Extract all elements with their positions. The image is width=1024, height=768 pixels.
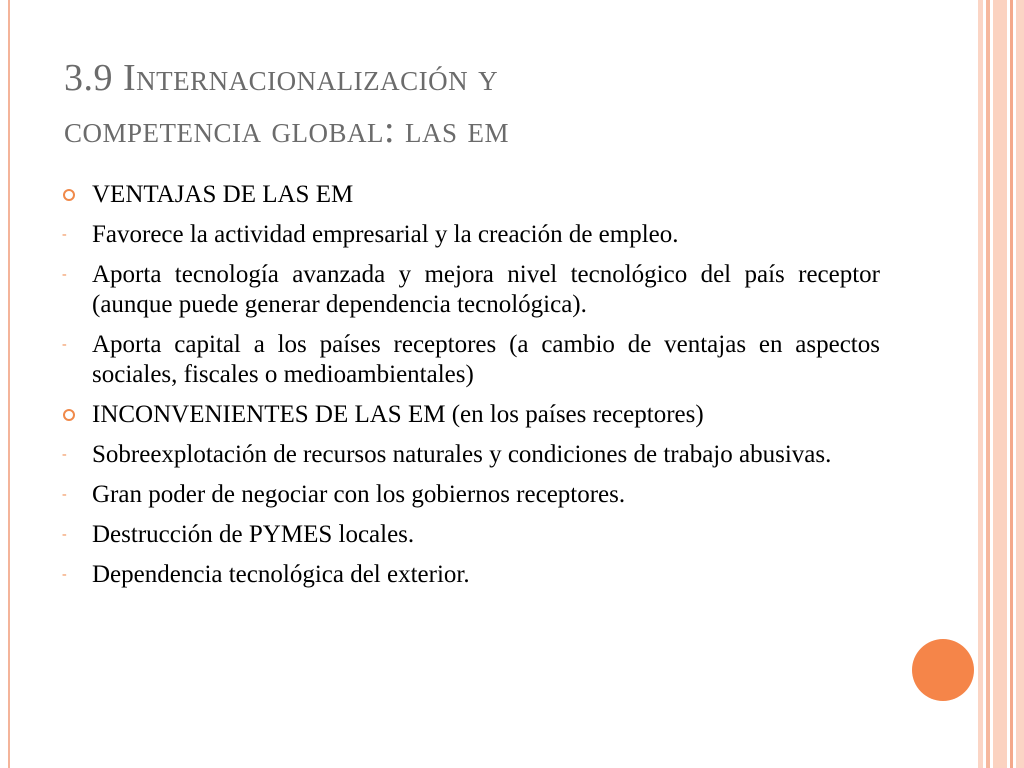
list-item-text: Gran poder de negociar con los gobiernos receptores.: [92, 481, 626, 508]
bullet-heading-ventajas: [62, 180, 880, 210]
list-item-text: Sobreexplotación de recursos naturales y condiciones de trabajo abusivas.: [92, 441, 832, 468]
dash-bullet-icon: -: [62, 227, 67, 242]
dash-bullet-icon: -: [62, 447, 67, 462]
decorative-circle: [912, 639, 974, 701]
list-item-text: Favorece la actividad empresarial y la creación de empleo.: [92, 221, 679, 248]
dash-bullet-icon: -: [62, 527, 67, 542]
slide-content: [62, 180, 880, 600]
left-border-line: [8, 0, 10, 768]
list-item-text: INCONVENIENTES DE LAS EM (en los países receptores): [92, 401, 704, 428]
list-item: [62, 330, 880, 390]
dash-bullet-icon: -: [62, 337, 67, 352]
circle-bullet-icon: [63, 409, 75, 421]
slide-title-line-2: competencia global: las em: [64, 109, 510, 151]
circle-bullet-icon: [63, 189, 75, 201]
list-item: [62, 560, 880, 590]
list-item: [62, 260, 880, 320]
decorative-stripe: [1010, 0, 1013, 768]
dash-bullet-icon: -: [62, 567, 67, 582]
list-item-text: Dependencia tecnológica del exterior.: [92, 561, 470, 588]
slide-title-line-1: 3.9 Internacionalización y: [64, 57, 499, 99]
decorative-stripe: [1016, 0, 1024, 768]
list-item-text: Aporta capital a los países receptores (a cambio de ventajas en aspectos sociales, fiscales o medioambientales): [92, 331, 880, 388]
bullet-heading-inconvenientes: [62, 400, 880, 430]
dash-bullet-icon: -: [62, 487, 67, 502]
list-item: [62, 220, 880, 250]
decorative-stripe: [978, 0, 983, 768]
decorative-stripe: [986, 0, 990, 768]
list-item: [62, 480, 880, 510]
decorative-stripe: [993, 0, 1007, 768]
list-item-text: VENTAJAS DE LAS EM: [92, 181, 354, 208]
list-item-text: Destrucción de PYMES locales.: [92, 521, 415, 548]
dash-bullet-icon: -: [62, 267, 67, 282]
list-item: [62, 440, 880, 470]
list-item: [62, 520, 880, 550]
list-item-text: Aporta tecnología avanzada y mejora nivel tecnológico del país receptor (aunque puede generar dependencia tecnológica).: [92, 261, 880, 318]
